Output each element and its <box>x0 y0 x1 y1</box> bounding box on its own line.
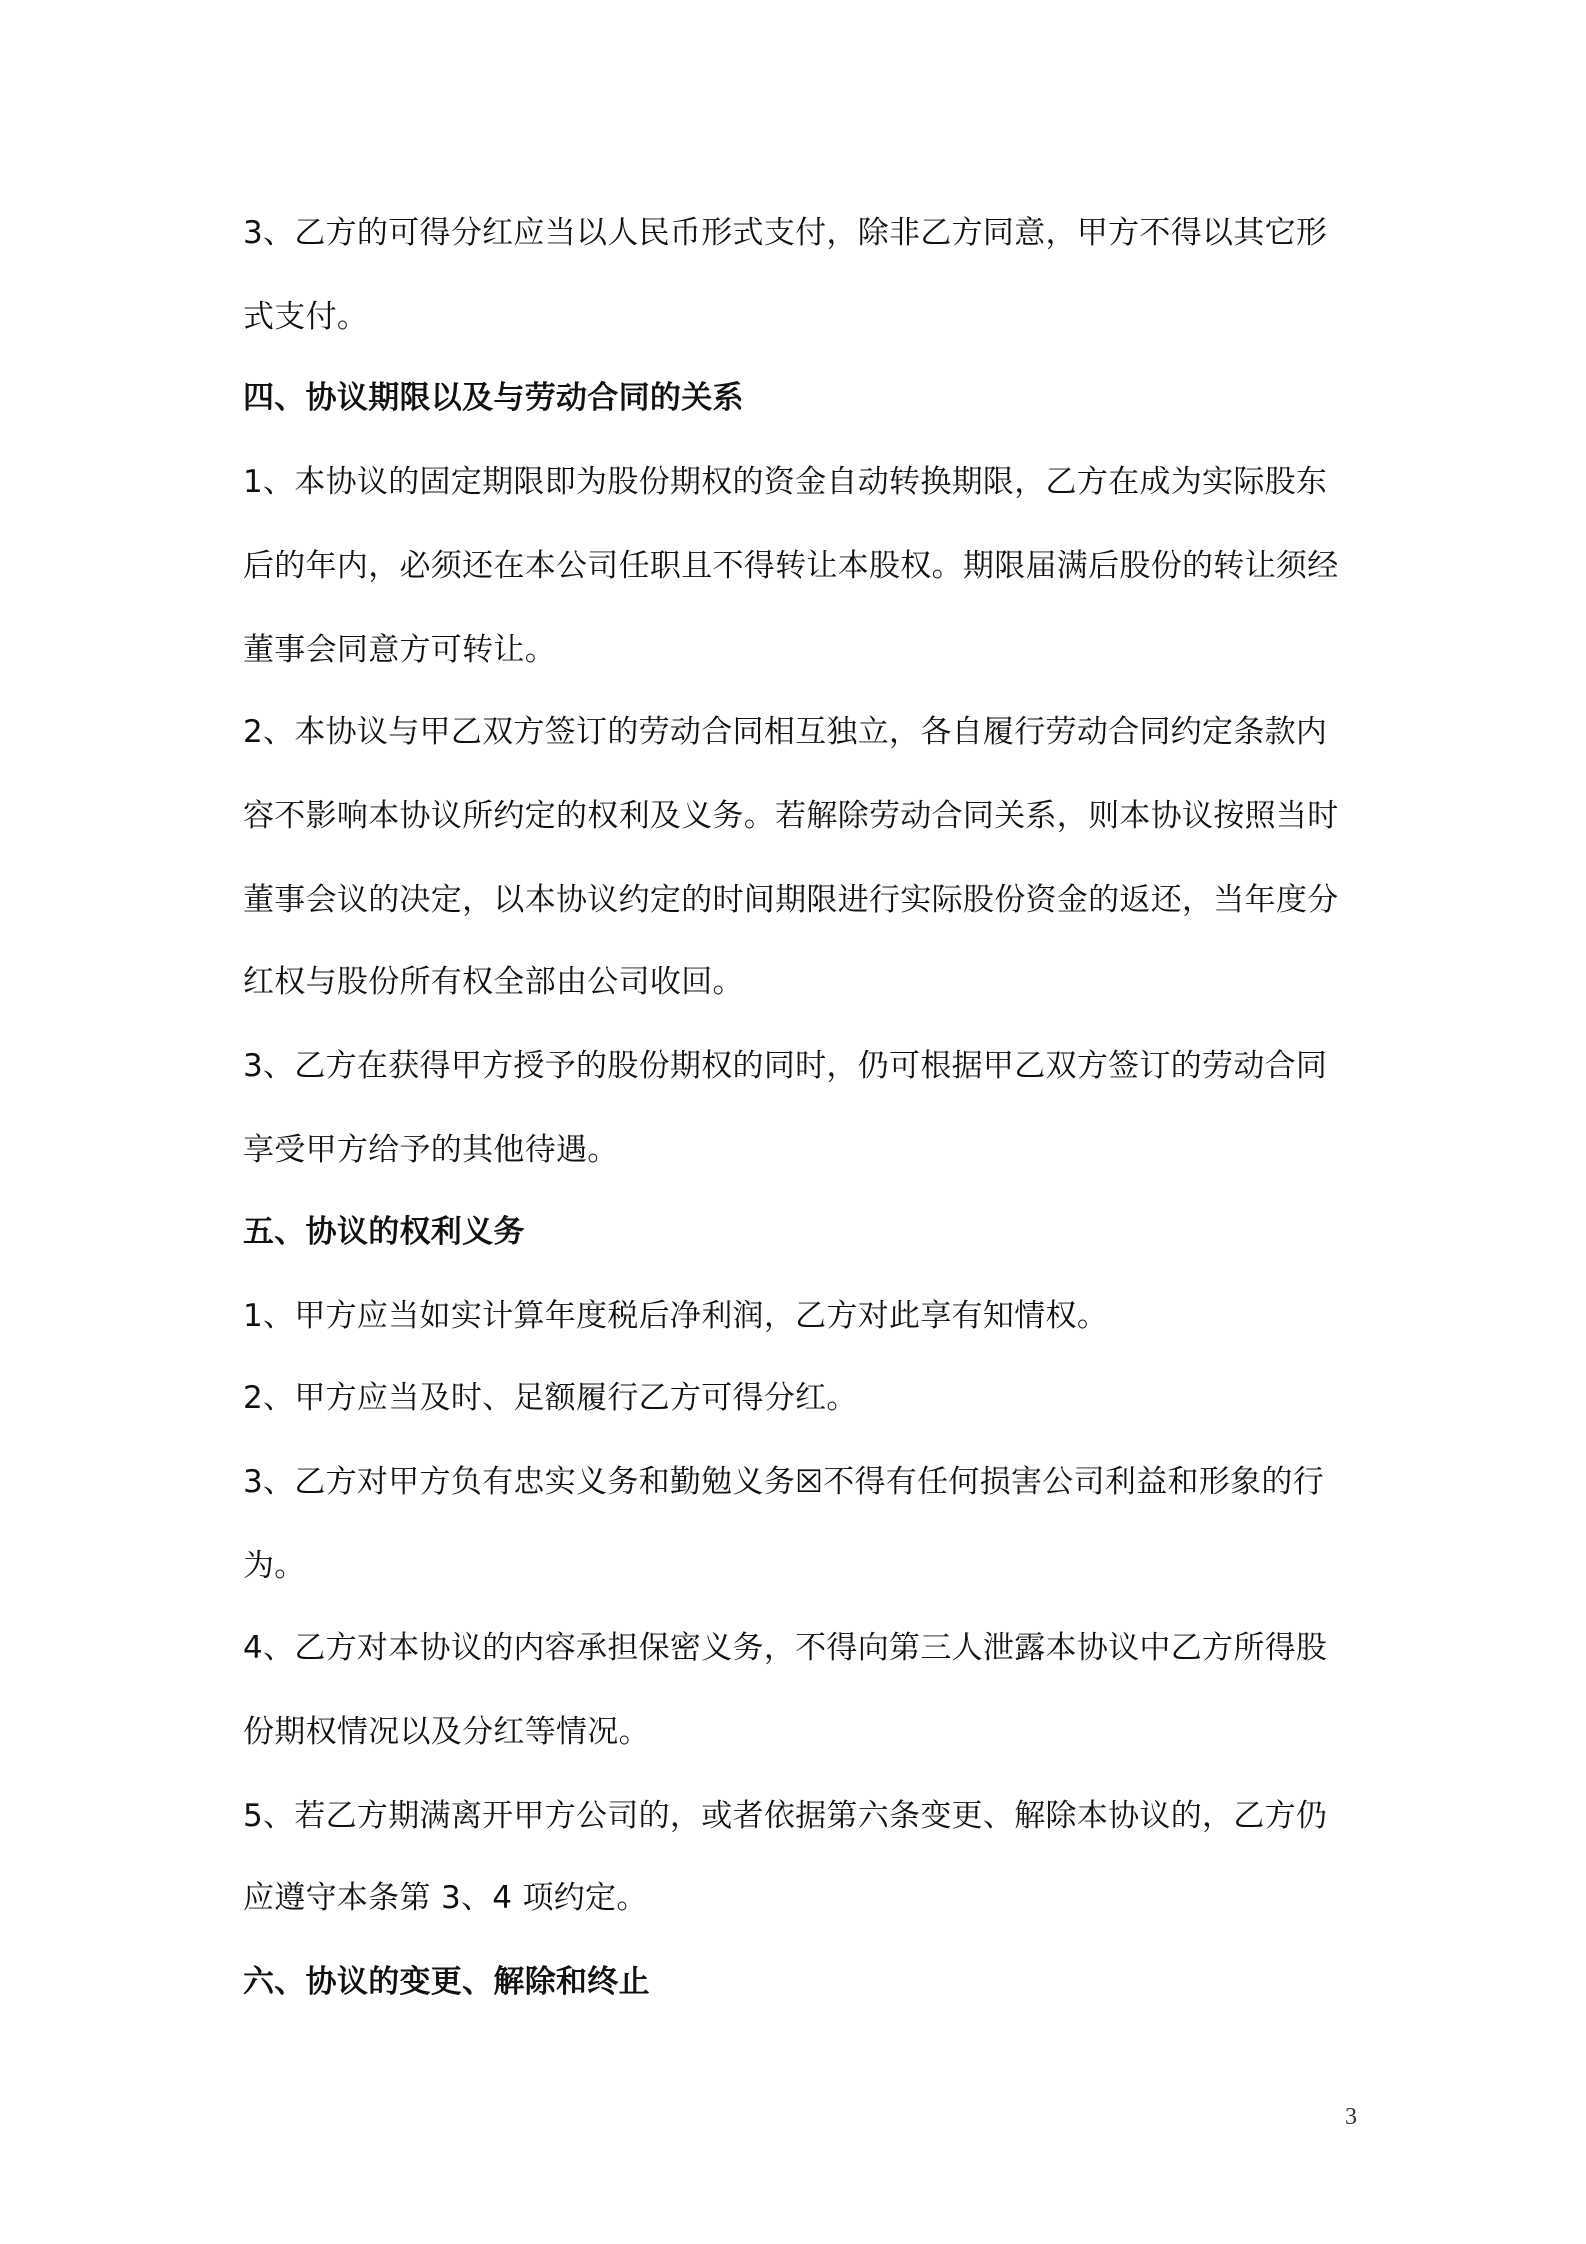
section-5-clause-3-line-2: 为。 <box>243 1548 306 1584</box>
section-5-clause-2: 2、甲方应当及时、足额履行乙方可得分红。 <box>243 1380 858 1416</box>
section-6-heading: 六、协议的变更、解除和终止 <box>243 1964 650 2000</box>
section-4-clause-2-line-1: 2、本协议与甲乙双方签订的劳动合同相互独立，各自履行劳动合同约定条款内 <box>243 714 1328 750</box>
section-5-clause-3-line-1: 3、乙方对甲方负有忠实义务和勤勉义务☒不得有任何损害公司利益和形象的行 <box>243 1464 1325 1500</box>
section-4-clause-1-line-2: 后的年内，必须还在本公司任职且不得转让本股权。期限届满后股份的转让须经 <box>243 548 1339 584</box>
section-4-heading: 四、协议期限以及与劳动合同的关系 <box>243 380 744 416</box>
section-5-clause-4-line-1: 4、乙方对本协议的内容承担保密义务，不得向第三人泄露本协议中乙方所得股 <box>243 1630 1328 1666</box>
clause-3-dividend-payment-line-1: 3、乙方的可得分红应当以人民币形式支付，除非乙方同意，甲方不得以其它形 <box>243 215 1328 251</box>
section-4-clause-2-line-2: 容不影响本协议所约定的权利及义务。若解除劳动合同关系，则本协议按照当时 <box>243 798 1339 834</box>
section-5-heading: 五、协议的权利义务 <box>243 1214 525 1250</box>
page-number: 3 <box>1345 2104 1357 2130</box>
section-4-clause-3-line-1: 3、乙方在获得甲方授予的股份期权的同时，仍可根据甲乙双方签订的劳动合同 <box>243 1048 1328 1084</box>
section-5-clause-5-line-2: 应遵守本条第 3、4 项约定。 <box>243 1880 648 1916</box>
section-5-clause-1: 1、甲方应当如实计算年度税后净利润，乙方对此享有知情权。 <box>243 1298 1109 1334</box>
section-4-clause-2-line-3: 董事会议的决定，以本协议约定的时间期限进行实际股份资金的返还，当年度分 <box>243 882 1339 918</box>
section-5-clause-4-line-2: 份期权情况以及分红等情况。 <box>243 1714 650 1750</box>
clause-3-dividend-payment-line-2: 式支付。 <box>243 299 369 335</box>
section-5-clause-5-line-1: 5、若乙方期满离开甲方公司的，或者依据第六条变更、解除本协议的，乙方仍 <box>243 1798 1328 1834</box>
section-4-clause-3-line-2: 享受甲方给予的其他待遇。 <box>243 1132 619 1168</box>
section-4-clause-1-line-1: 1、本协议的固定期限即为股份期权的资金自动转换期限，乙方在成为实际股东 <box>243 464 1328 500</box>
section-4-clause-1-line-3: 董事会同意方可转让。 <box>243 632 556 668</box>
section-4-clause-2-line-4: 红权与股份所有权全部由公司收回。 <box>243 964 744 1000</box>
